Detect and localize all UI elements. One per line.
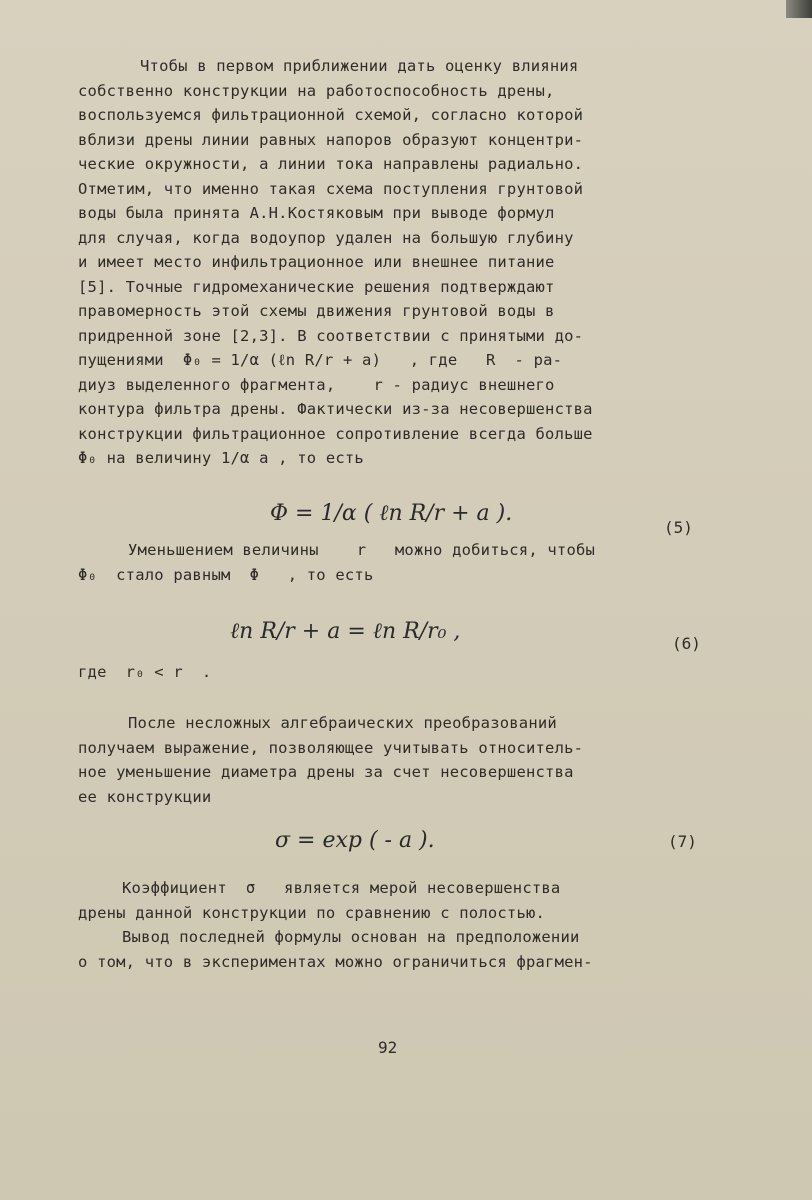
- text-line: контура фильтра дрены. Фактически из-за несовершенства: [78, 400, 593, 418]
- text-line: диуз выделенного фрагмента, r - радиус внешнего: [78, 375, 555, 394]
- paragraph-2: [78, 538, 748, 587]
- formula-6: ℓn R/r + a = ℓn R/r₀ ,: [230, 619, 461, 644]
- text-line: правомерность этой схемы движения грунтовой воды в: [78, 302, 555, 320]
- equation-number-7: (7): [668, 832, 697, 851]
- text-line: [5]. Точные гидромеханические решения подтверждают: [78, 277, 555, 296]
- text-line: После несложных алгебраических преобразований: [128, 714, 557, 732]
- text-line: Φ₀ на величину 1/α a , то есть: [78, 449, 364, 467]
- text-line: ное уменьшение диаметра дрены за счет несовершенства: [78, 763, 574, 781]
- equation-number-6: (6): [672, 634, 701, 653]
- text-line: Φ₀ стало равным Φ , то есть: [78, 565, 374, 584]
- text-line: придренной зоне [2,3]. В соответствии с принятыми до-: [78, 326, 584, 345]
- page-number: 92: [378, 1038, 398, 1057]
- text-line: пущениями Φ₀ = 1/α (ℓn R/r + a) , где R - ра-: [78, 351, 563, 369]
- text-line: Отметим, что именно такая схема поступления грунтовой: [78, 179, 584, 198]
- text-line: воспользуемся фильтрационной схемой, согласно которой: [78, 106, 584, 124]
- text-line: дрены данной конструкции по сравнению с полостью.: [78, 903, 546, 922]
- formula-7: σ = exp ( - a ).: [275, 828, 435, 853]
- text-line: для случая, когда водоупор удален на большую глубину: [78, 228, 574, 247]
- where-clause: [78, 660, 748, 685]
- text-line: Коэффициент σ является мерой несовершенства: [122, 879, 561, 897]
- text-line: ческие окружности, а линии тока направлены радиально.: [78, 155, 584, 173]
- text-line: получаем выражение, позволяющее учитывать относитель-: [78, 738, 584, 757]
- text-line: собственно конструкции на работоспособность дрены,: [78, 81, 555, 100]
- text-line: Вывод последней формулы основан на предположении: [122, 928, 580, 946]
- text-line: конструкции фильтрационное сопротивление всегда больше: [78, 424, 593, 443]
- paragraph-1: [78, 54, 748, 471]
- text-line: ее конструкции: [78, 787, 212, 806]
- text-line: воды была принята А.Н.Костяковым при выводе формул: [78, 204, 555, 222]
- equation-number-5: (5): [664, 518, 693, 537]
- paragraph-3: [78, 711, 748, 809]
- page-edge-shadow: [786, 0, 812, 18]
- text-line: и имеет место инфильтрационное или внешнее питание: [78, 253, 555, 271]
- text-line: вблизи дрены линии равных напоров образуют концентри-: [78, 130, 584, 149]
- paragraph-4: [78, 876, 748, 974]
- text-line: Уменьшением величины r можно добиться, чтобы: [128, 541, 596, 559]
- text-line: Чтобы в первом приближении дать оценку влияния: [140, 57, 579, 75]
- formula-5: Φ = 1/α ( ℓn R/r + a ).: [270, 501, 513, 526]
- text-line: о том, что в экспериментах можно ограничиться фрагмен-: [78, 952, 593, 971]
- text-line: где r₀ < r .: [78, 663, 212, 681]
